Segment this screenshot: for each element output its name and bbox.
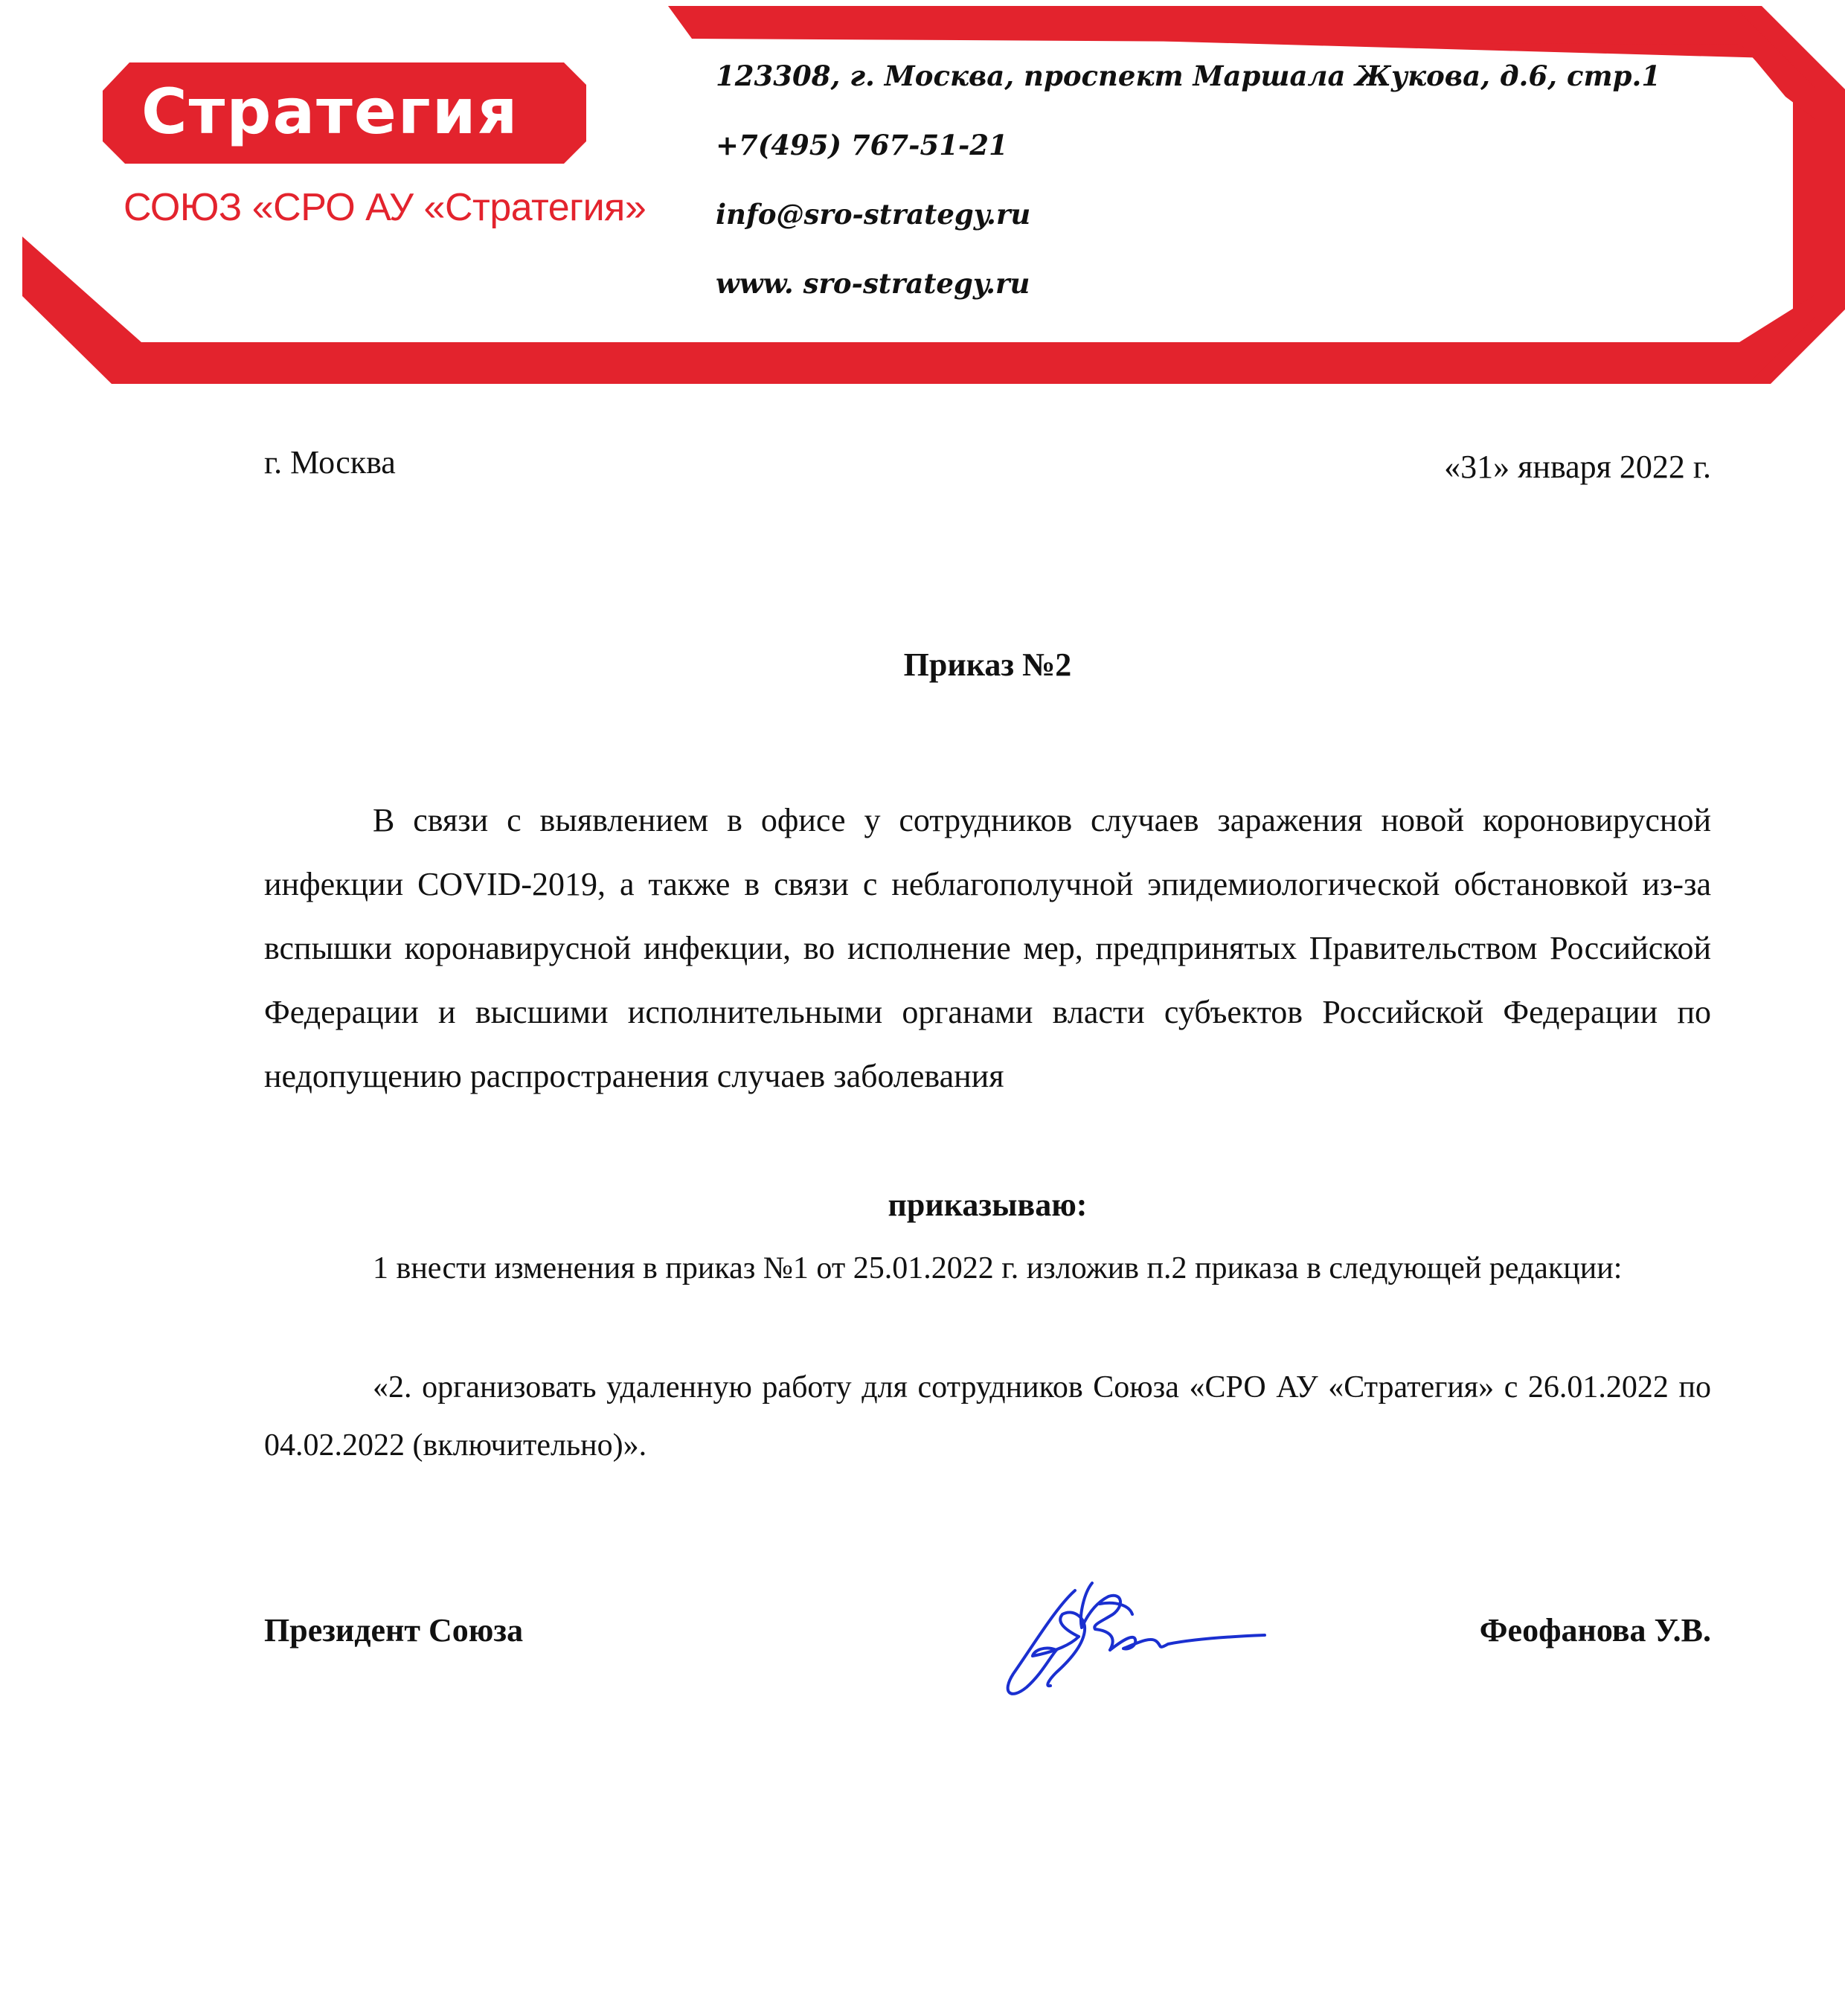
order-item-2: «2. организовать удаленную работу для сотрудников Союза «СРО АУ «Стратегия» с 26.01.2022 по 04.02.2022 (включительно)». (264, 1370, 1711, 1463)
handwritten-signature (1004, 1562, 1272, 1711)
document-title: Приказ №2 (903, 646, 1072, 683)
logo-text: Стратегия (141, 75, 519, 148)
preamble-paragraph: В связи с выявлением в офисе у сотрудников случаев заражения новой короновирусной инфекции COVID-2019, а также в связи с неблагополучной эпидемиологической обстановкой из-за вспышки коронавирусной инфекции, во исполнение мер, предпринятых Правительством Российской Федерации и высшими исполнительными органами власти субъектов Российской Федерации по недопущению распространения случаев заболевания (264, 802, 1711, 1094)
signatory-position: Президент Союза (264, 1612, 524, 1649)
organization-name: СОЮЗ «СРО АУ «Стратегия» (123, 186, 646, 229)
signatory-name: Феофанова У.В. (1479, 1612, 1711, 1649)
address-line: 123308, г. Москва, проспект Маршала Жукова, д.6, стр.1 (716, 60, 1661, 92)
order-word: приказываю: (888, 1187, 1088, 1223)
city: г. Москва (264, 444, 396, 481)
phone-line: +7(495) 767-51-21 (716, 129, 1008, 161)
website-line: www. sro-strategy.ru (716, 267, 1030, 300)
document-date: «31» января 2022 г. (1444, 449, 1711, 485)
email-line: info@sro-strategy.ru (716, 198, 1031, 231)
frame-bottom-band (22, 237, 1815, 384)
order-item-1: 1 внести изменения в приказ №1 от 25.01.2022 г. изложив п.2 приказа в следующей редакции: (373, 1251, 1623, 1285)
